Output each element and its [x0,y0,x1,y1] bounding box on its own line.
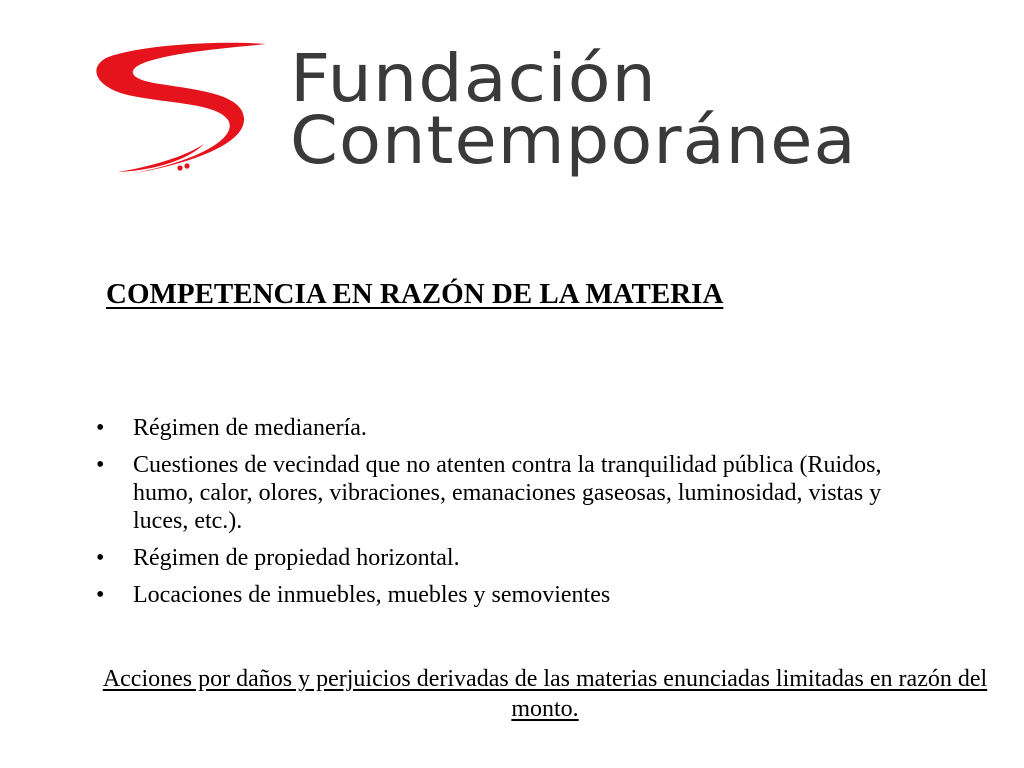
bullet-text: Régimen de medianería. [133,415,367,441]
bullet-dot: • [96,545,105,571]
slide-title: COMPETENCIA EN RAZÓN DE LA MATERIA [106,278,724,310]
bullet-text: Locaciones de inmuebles, muebles y semovientes [133,582,611,608]
footer-note: Acciones por daños y perjuicios derivadas de las materias enunciadas limitadas en razón del monto. [102,666,988,722]
bullet-text: Régimen de propiedad horizontal. [133,545,460,571]
bullet-text: Cuestiones de vecindad que no atenten contra la tranquilidad pública (Ruidos, humo, calor, olores, vibraciones, emanaciones gaseosas, luminosidad, vistas y luces, etc.). [133,452,882,534]
bullet-item [96,581,936,609]
bullet-list [96,414,936,618]
bullet-dot: • [96,415,105,441]
bullet-dot: • [96,582,105,608]
logo-line-contemporanea: Contemporánea [290,102,857,179]
bullet-item [96,451,936,535]
bullet-dot: • [96,452,105,478]
logo-line-fundacion: Fundación [290,40,657,117]
red-swoosh-s-logo-icon [94,40,274,180]
bullet-item [96,544,936,572]
logo-wordmark [290,40,857,179]
bullet-item [96,414,936,442]
